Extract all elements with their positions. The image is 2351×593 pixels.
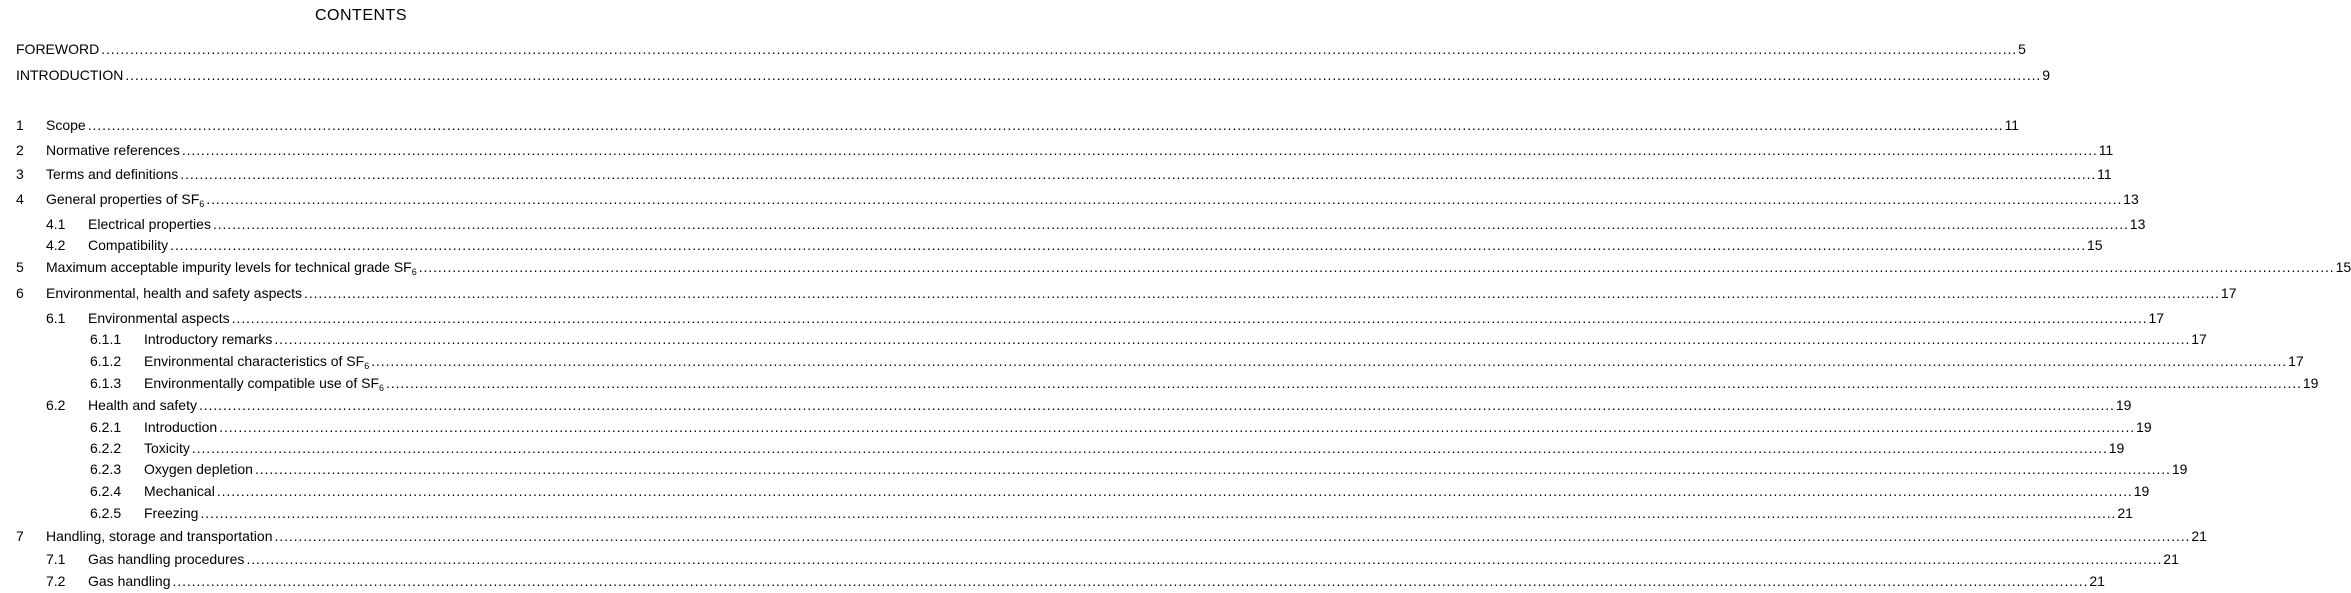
- dot-leader: ................................................................................................................................................................................................................................................................................................................................................................................................................: [371, 353, 2288, 369]
- toc-entry-title: Environmental aspects: [88, 310, 230, 326]
- toc-entry[interactable]: [0, 165, 2112, 183]
- toc-entry-page-number: 19: [2108, 440, 2125, 456]
- toc-entry-title: Freezing: [144, 505, 199, 521]
- toc-entry-page-number: 17: [2191, 331, 2207, 347]
- toc-entry-title: Handling, storage and transportation: [46, 528, 273, 544]
- toc-entry-title: Gas handling procedures: [88, 551, 245, 567]
- toc-entry[interactable]: [0, 418, 2152, 436]
- toc-entry[interactable]: [0, 550, 2179, 568]
- toc-entry[interactable]: [0, 40, 2026, 58]
- dot-leader: ................................................................................................................................................................................................................................................................................................................................................................................................................: [386, 375, 2302, 391]
- toc-entry-page-number: 21: [2089, 573, 2105, 589]
- toc-entry-page-number: 19: [2302, 375, 2319, 391]
- toc-entry-number: 6.1.1: [90, 331, 122, 347]
- toc-entry[interactable]: [0, 396, 2132, 414]
- dot-leader: ................................................................................................................................................................................................................................................................................................................................................................................................................: [231, 310, 2148, 326]
- toc-entry-page-number: 11: [2004, 117, 2020, 133]
- toc-entry-page-number: 11: [2098, 142, 2114, 158]
- toc-entry-title: Scope: [46, 117, 86, 133]
- toc-entry[interactable]: [0, 330, 2207, 348]
- dot-leader: ................................................................................................................................................................................................................................................................................................................................................................................................................: [101, 41, 2018, 57]
- toc-entry[interactable]: [0, 309, 2165, 327]
- toc-entry-number: 6.2.5: [90, 505, 122, 521]
- toc-entry-page-number: 15: [2335, 259, 2351, 275]
- dot-leader: ................................................................................................................................................................................................................................................................................................................................................................................................................: [172, 573, 2089, 589]
- toc-entry-title: Introductory remarks: [144, 331, 273, 347]
- toc-entry[interactable]: [0, 460, 2188, 478]
- dot-leader: ................................................................................................................................................................................................................................................................................................................................................................................................................: [304, 285, 2220, 301]
- toc-entry-page-number: 19: [2171, 461, 2188, 477]
- toc-entry-number: 6.1: [46, 310, 66, 326]
- toc-entry-number: 2: [16, 142, 24, 158]
- subscript: 6: [364, 361, 370, 371]
- toc-entry-title: Environmentally compatible use of $SF_6$: [144, 375, 385, 393]
- page-title: CONTENTS: [315, 7, 407, 24]
- toc-entry[interactable]: [0, 190, 2139, 209]
- toc-entry-title: Environmental, health and safety aspects: [46, 285, 303, 301]
- toc-entry-number: 1: [16, 117, 24, 133]
- toc-entry-page-number: 17: [2220, 285, 2237, 301]
- toc-entry-page-number: 13: [2129, 216, 2146, 232]
- toc-entry-title: General properties of $SF_6$: [46, 191, 205, 209]
- toc-entry-number: 6.2: [46, 397, 66, 413]
- toc-entry-title: Electrical properties: [88, 216, 211, 232]
- toc-entry-number: 6.2.1: [90, 419, 122, 435]
- toc-entry-title: Gas handling: [88, 573, 171, 589]
- toc-entry[interactable]: [0, 116, 2020, 134]
- toc-entry-number: 6.2.4: [90, 483, 122, 499]
- toc-entry[interactable]: [0, 374, 2319, 393]
- dot-leader: ................................................................................................................................................................................................................................................................................................................................................................................................................: [191, 440, 2108, 456]
- toc-entry-page-number: 9: [2042, 67, 2050, 83]
- toc-entry-number: 6.1.2: [90, 353, 122, 369]
- toc-entry[interactable]: [0, 439, 2125, 457]
- toc-entry-page-number: 21: [2163, 551, 2179, 567]
- toc-entry[interactable]: [0, 482, 2150, 500]
- toc-entry-title: Toxicity: [144, 440, 190, 456]
- toc-entry-page-number: 15: [2087, 237, 2103, 253]
- toc-entry-page-number: 5: [2018, 41, 2026, 57]
- toc-entry-number: 7.1: [46, 551, 66, 567]
- toc-entry-number: 6: [16, 285, 24, 301]
- subscript: 6: [199, 199, 205, 209]
- toc-entry[interactable]: [0, 284, 2237, 302]
- dot-leader: ................................................................................................................................................................................................................................................................................................................................................................................................................: [219, 419, 2136, 435]
- toc-entry-title: Mechanical: [144, 483, 215, 499]
- toc-entry-page-number: 13: [2123, 191, 2139, 207]
- toc-entry[interactable]: [0, 141, 2114, 159]
- toc-entry[interactable]: [0, 236, 2103, 254]
- toc-entry[interactable]: [0, 66, 2050, 84]
- dot-leader: ................................................................................................................................................................................................................................................................................................................................................................................................................: [216, 483, 2133, 499]
- toc-entry-page-number: 21: [2191, 528, 2207, 544]
- subscript: 6: [411, 267, 417, 277]
- toc-entry[interactable]: [0, 258, 2351, 277]
- dot-leader: ................................................................................................................................................................................................................................................................................................................................................................................................................: [274, 528, 2191, 544]
- toc-entry[interactable]: [0, 572, 2105, 590]
- toc-entry-number: 5: [16, 259, 24, 275]
- toc-entry-title: Maximum acceptable impurity levels for technical grade $SF_6$: [46, 259, 417, 277]
- dot-leader: ................................................................................................................................................................................................................................................................................................................................................................................................................: [125, 67, 2042, 83]
- toc-entry-page-number: 17: [2288, 353, 2304, 369]
- dot-leader: ................................................................................................................................................................................................................................................................................................................................................................................................................: [254, 461, 2171, 477]
- dot-leader: ................................................................................................................................................................................................................................................................................................................................................................................................................: [212, 216, 2129, 232]
- dot-leader: ................................................................................................................................................................................................................................................................................................................................................................................................................: [180, 166, 2097, 182]
- toc-entry[interactable]: [0, 504, 2133, 522]
- toc-entry-number: 4: [16, 191, 24, 207]
- dot-leader: ................................................................................................................................................................................................................................................................................................................................................................................................................: [181, 142, 2098, 158]
- toc-entry[interactable]: [0, 527, 2207, 545]
- toc-entry-title: Normative references: [46, 142, 180, 158]
- toc-entry-number: 6.1.3: [90, 375, 122, 391]
- dot-leader: ................................................................................................................................................................................................................................................................................................................................................................................................................: [418, 259, 2335, 275]
- toc-entry-title: Oxygen depletion: [144, 461, 253, 477]
- toc-entry-number: 6.2.3: [90, 461, 122, 477]
- toc-entry-page-number: 17: [2148, 310, 2165, 326]
- dot-leader: ................................................................................................................................................................................................................................................................................................................................................................................................................: [87, 117, 2004, 133]
- toc-entry-title: Terms and definitions: [46, 166, 179, 182]
- toc-entry-title: FOREWORD: [16, 41, 100, 57]
- dot-leader: ................................................................................................................................................................................................................................................................................................................................................................................................................: [274, 331, 2191, 347]
- toc-entry-page-number: 21: [2117, 505, 2133, 521]
- toc-entry-title: Compatibility: [88, 237, 169, 253]
- subscript: 6: [379, 383, 385, 393]
- dot-leader: ................................................................................................................................................................................................................................................................................................................................................................................................................: [246, 551, 2163, 567]
- dot-leader: ................................................................................................................................................................................................................................................................................................................................................................................................................: [170, 237, 2086, 253]
- toc-entry-title: Introduction: [144, 419, 218, 435]
- toc-entry-page-number: 19: [2136, 419, 2152, 435]
- dot-leader: ................................................................................................................................................................................................................................................................................................................................................................................................................: [200, 505, 2117, 521]
- toc-entry-number: 4.2: [46, 237, 66, 253]
- dot-leader: ................................................................................................................................................................................................................................................................................................................................................................................................................: [206, 191, 2123, 207]
- toc-entry-number: 6.2.2: [90, 440, 122, 456]
- toc-entry-number: 3: [16, 166, 24, 182]
- toc-entry-page-number: 19: [2115, 397, 2132, 413]
- toc-entry-number: 7: [16, 528, 24, 544]
- toc-entry-number: 7.2: [46, 573, 66, 589]
- toc-entry[interactable]: [0, 215, 2146, 233]
- toc-entry-title: INTRODUCTION: [16, 67, 124, 83]
- toc-entry[interactable]: [0, 352, 2304, 371]
- toc-entry-title: Environmental characteristics of $SF_6$: [144, 353, 370, 371]
- toc-entry-page-number: 19: [2133, 483, 2150, 499]
- toc-entry-number: 4.1: [46, 216, 66, 232]
- toc-entry-title: Health and safety: [88, 397, 197, 413]
- toc-entry-page-number: 11: [2097, 166, 2112, 182]
- dot-leader: ................................................................................................................................................................................................................................................................................................................................................................................................................: [198, 397, 2115, 413]
